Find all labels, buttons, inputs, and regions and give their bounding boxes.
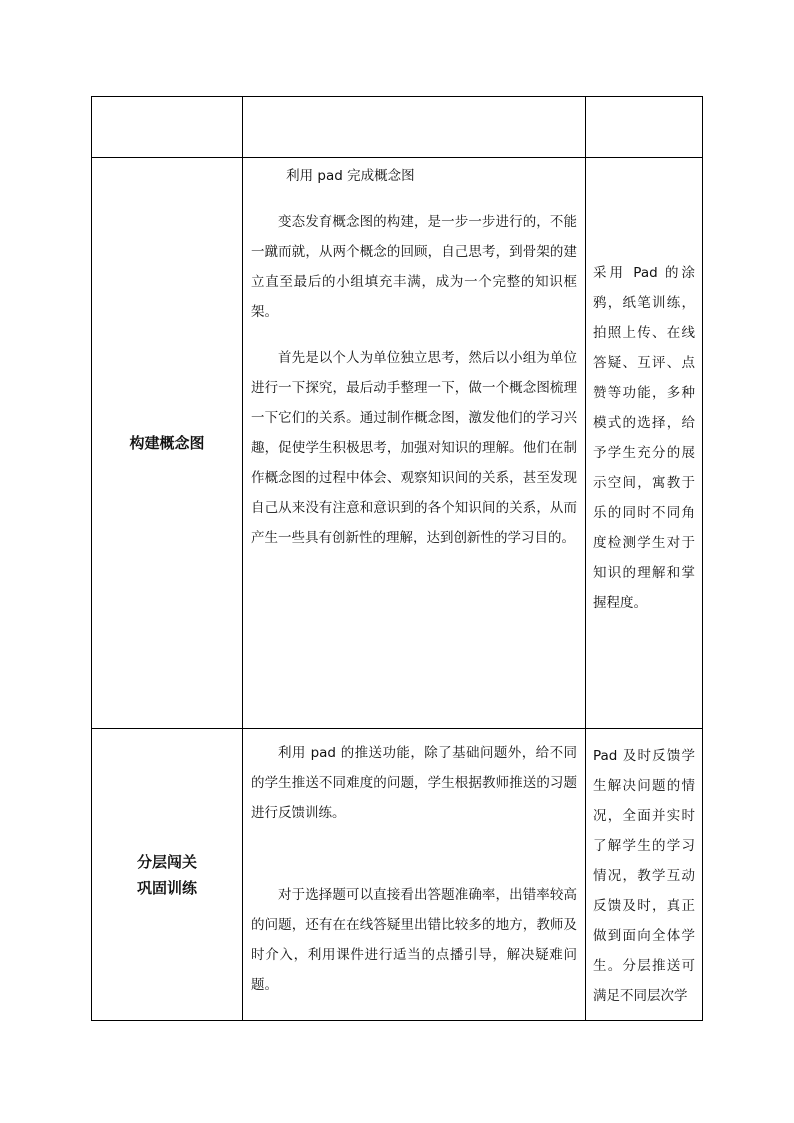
step-name-line: 巩固训练 — [136, 878, 197, 897]
empty-cell — [92, 97, 243, 158]
design-note: 采用 Pad 的涂鸦，纸笔训练，拍照上传、在线答疑、互评、点赞等功能，多种模式的选择，给予学生充分的展示空间，寓教于乐的同时不同角度检测学生对于知识的理解和掌握程度。 — [593, 265, 695, 611]
paragraph: 利用 pad 的推送功能，除了基础问题外，给不同的学生推送不同难度的问题，学生根据教师推送的习题进行反馈训练。 — [251, 745, 577, 821]
lesson-table — [91, 96, 703, 1021]
step-name-cell — [92, 729, 243, 1021]
step-name-cell — [92, 158, 243, 729]
step-name: 构建概念图 — [129, 434, 205, 452]
paragraph: 对于选择题可以直接看出答题准确率，出错率较高的问题，还有在在线答疑里出错比较多的地方，教师及时介入，利用课件进行适当的点播引导，解决疑难问题。 — [251, 887, 577, 993]
empty-cell — [586, 97, 703, 158]
subheading: 利用 pad 完成概念图 — [286, 168, 415, 184]
paragraph: 变态发育概念图的构建，是一步一步进行的，不能一蹴而就，从两个概念的回顾，自己思考，到骨架的建立直至最后的小组填充丰满，成为一个完整的知识框架。 — [251, 214, 577, 320]
step-name-line: 分层闯关 — [136, 852, 197, 871]
note-cell — [586, 729, 703, 1021]
design-note: Pad 及时反馈学生解决问题的情况，全面并实时了解学生的学习情况，教学互动反馈及时，真正做到面向全体学生。分层推送可满足不同层次学 — [593, 748, 695, 1004]
content-cell — [243, 158, 586, 729]
table-row — [92, 729, 703, 1021]
note-cell — [586, 158, 703, 729]
content-cell — [243, 729, 586, 1021]
table-row — [92, 97, 703, 158]
empty-cell — [243, 97, 586, 158]
paragraph: 首先是以个人为单位独立思考，然后以小组为单位进行一下探究，最后动手整理一下，做一个概念图梳理一下它们的关系。通过制作概念图，激发他们的学习兴趣，促使学生积极思考，加强对知识的理解。他们在制作概念图的过程中体会、观察知识间的关系，甚至发现自己从来没有注意和意识到的各个知识间的关系，从而产生一些具有创新性的理解，达到创新性的学习目的。 — [251, 350, 577, 546]
table-row — [92, 158, 703, 729]
